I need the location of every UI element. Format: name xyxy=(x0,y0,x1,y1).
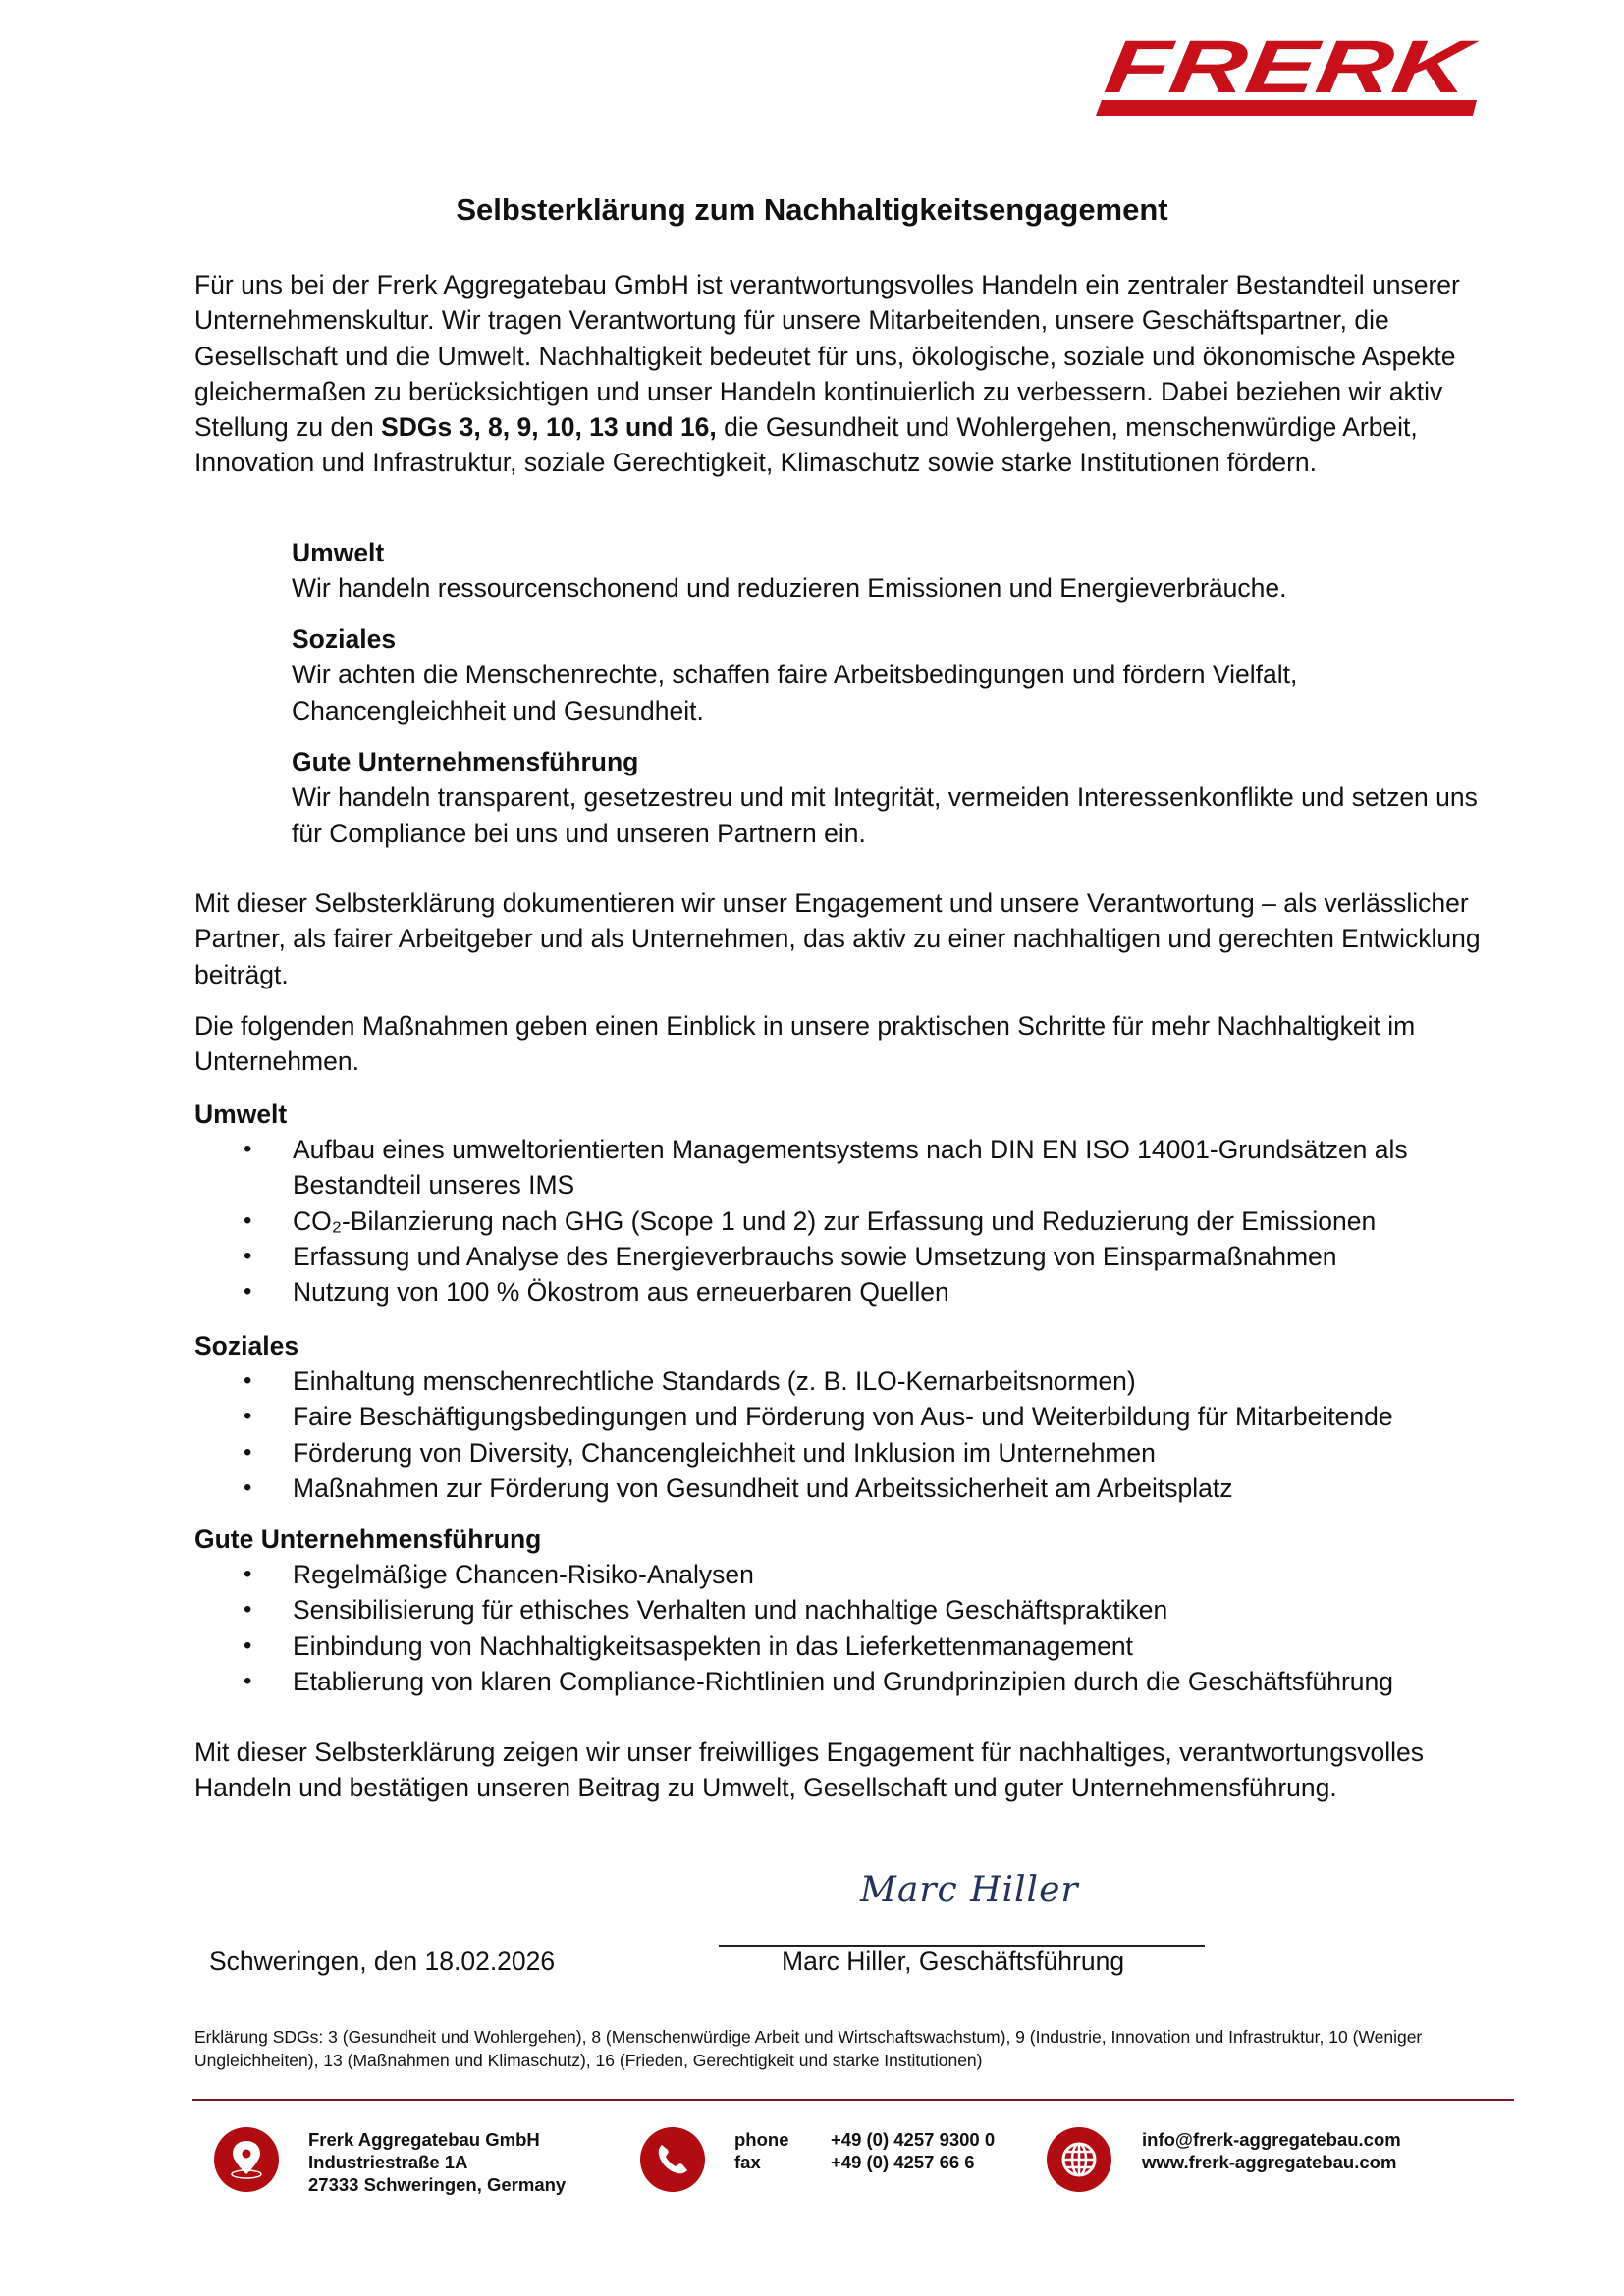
intro-paragraph xyxy=(194,267,1490,481)
closing-paragraph: Mit dieser Selbsterklärung zeigen wir unser freiwilliges Engagement für nachhaltiges, verantwortungsvolles Handeln und bestätigen unseren Beitrag zu Umwelt, Gesellschaft und guter Unternehmensführung. xyxy=(194,1737,1425,1803)
phone-label: phone xyxy=(734,2129,789,2150)
email-link[interactable]: info@frerk-aggregatebau.com xyxy=(1142,2129,1401,2150)
list-item: • Erfassung und Analyse des Energieverbrauchs sowie Umsetzung von Einsparmaßnahmen xyxy=(194,1239,1500,1274)
pillar-text: Wir handeln transparent, gesetzestreu und mit Integrität, vermeiden Interessenkonflikte und setzen uns für Compliance bei uns und unseren Partnern ein. xyxy=(292,782,1478,848)
list-item: • Maßnahmen zur Förderung von Gesundheit und Arbeitssicherheit am Arbeitsplatz xyxy=(194,1470,1500,1506)
page-title: Selbsterklärung zum Nachhaltigkeitsengagement xyxy=(456,192,1168,227)
footer-phone-values xyxy=(831,2128,995,2173)
sdg-footnote: Erklärung SDGs: 3 (Gesundheit und Wohlergehen), 8 (Menschenwürdige Arbeit und Wirtschaftswachstum), 9 (Industrie, Innovation und Infrastruktur, 10 (Weniger Ungleichheiten), 13 (Maßnahmen und Klimaschutz), 16 (Frieden, Gerechtigkeit und starke Institutionen) xyxy=(194,2027,1423,2070)
measures-governance-list xyxy=(194,1557,1500,1699)
pillar-text: Wir achten die Menschenrechte, schaffen faire Arbeitsbedingungen und fördern Vielfalt, Chancengleichheit und Gesundheit. xyxy=(292,660,1298,725)
signer-name: Marc Hiller, Geschäftsführung xyxy=(782,1947,1125,1976)
pillar-text: Wir handeln ressourcenschonend und reduzieren Emissionen und Energieverbräuche. xyxy=(292,573,1287,604)
list-item: • Faire Beschäftigungsbedingungen und Förderung von Aus- und Weiterbildung für Mitarbeitende xyxy=(194,1399,1500,1434)
pillar-heading: Gute Unternehmensführung xyxy=(292,747,639,776)
footer-street: Industriestraße 1A xyxy=(308,2152,468,2172)
commitment-paragraph: Mit dieser Selbsterklärung dokumentieren wir unser Engagement und unsere Verantwortung – als verlässlicher Partner, als fairer Arbeitgeber und als Unternehmen, das aktiv zu einer nachhaltigen und gerechten Entwicklung beiträgt. xyxy=(194,888,1481,989)
measures-soziales-list xyxy=(194,1363,1500,1506)
list-item: • Nutzung von 100 % Ökostrom aus erneuerbaren Quellen xyxy=(194,1274,1500,1309)
pillar-soziales xyxy=(292,621,1489,728)
measures-umwelt-heading: Umwelt xyxy=(194,1099,288,1129)
footer-company: Frerk Aggregatebau GmbH xyxy=(308,2129,540,2150)
intro-text-end: die Gesundheit und Wohlergehen, menschenwürdige Arbeit, Innovation und Infrastruktur, soziale Gerechtigkeit, Klimaschutz sowie starke Institutionen fördern. xyxy=(194,412,1418,478)
pillar-governance xyxy=(292,744,1489,851)
svg-text:FRERK: FRERK xyxy=(1100,35,1370,109)
globe-icon xyxy=(1047,2127,1111,2192)
frerk-logo xyxy=(1088,35,1481,120)
footer-address xyxy=(308,2128,566,2196)
logo-graphic xyxy=(1088,35,1481,120)
fax-number: +49 (0) 4257 66 6 xyxy=(831,2152,975,2172)
pillar-umwelt xyxy=(292,535,1489,607)
list-item: • Aufbau eines umweltorientierten Managementsystems nach DIN EN ISO 14001-Grundsätzen als Bestandteil unseres IMS xyxy=(194,1132,1500,1203)
list-item: • Einbindung von Nachhaltigkeitsaspekten in das Lieferkettenmanagement xyxy=(194,1629,1500,1664)
location-pin-icon xyxy=(214,2127,279,2192)
phone-number[interactable]: +49 (0) 4257 9300 0 xyxy=(831,2129,996,2150)
footer-web xyxy=(1142,2128,1401,2173)
list-item: • Etablierung von klaren Compliance-Richtlinien und Grundprinzipien durch die Geschäftsführung xyxy=(194,1664,1500,1699)
pillar-heading: Soziales xyxy=(292,624,397,654)
footer-phone-labels xyxy=(734,2128,789,2173)
intro-text: Für uns bei der Frerk Aggregatebau GmbH ist verantwortungsvolles Handeln ein zentraler Bestandteil unserer Unternehmenskultur. Wir tragen Verantwortung für unsere Mitarbeitenden, unsere Geschäftspartner, die Gesellschaft und die Umwelt. Nachhaltigkeit bedeutet für uns, ökologische, soziale und ökonomische Aspekte gleichermaßen zu berücksichtigen und unser Handeln kontinuierlich zu verbessern. Dabei beziehen wir aktiv Stellung zu den xyxy=(194,270,1460,443)
list-item: • Regelmäßige Chancen-Risiko-Analysen xyxy=(194,1557,1500,1592)
measures-soziales-heading: Soziales xyxy=(194,1331,299,1361)
place-date: Schweringen, den 18.02.2026 xyxy=(209,1947,556,1976)
intro-sdg-bold: SDGs 3, 8, 9, 10, 13 und 16, xyxy=(381,412,717,443)
footer-divider xyxy=(192,2099,1514,2101)
website-link[interactable]: www.frerk-aggregatebau.com xyxy=(1142,2152,1397,2172)
measures-intro-paragraph: Die folgenden Maßnahmen geben einen Einblick in unsere praktischen Schritte für mehr Nachhaltigkeit im Unternehmen. xyxy=(194,1011,1416,1077)
list-item: • Sensibilisierung für ethisches Verhalten und nachhaltige Geschäftspraktiken xyxy=(194,1592,1500,1628)
footer-city: 27333 Schweringen, Germany xyxy=(308,2174,567,2195)
list-item: • CO₂-Bilanzierung nach GHG (Scope 1 und 2) zur Erfassung und Reduzierung der Emissionen xyxy=(194,1203,1500,1239)
pillar-heading: Umwelt xyxy=(292,538,385,567)
list-item: • Einhaltung menschenrechtliche Standards (z. B. ILO-Kernarbeitsnormen) xyxy=(194,1363,1500,1399)
handwritten-signature: Marc Hiller xyxy=(860,1870,1079,1910)
phone-icon xyxy=(640,2127,705,2192)
measures-governance-heading: Gute Unternehmensführung xyxy=(194,1524,542,1554)
fax-label: fax xyxy=(734,2152,761,2172)
measures-umwelt-list xyxy=(194,1132,1500,1309)
list-item: • Förderung von Diversity, Chancengleichheit und Inklusion im Unternehmen xyxy=(194,1435,1500,1470)
